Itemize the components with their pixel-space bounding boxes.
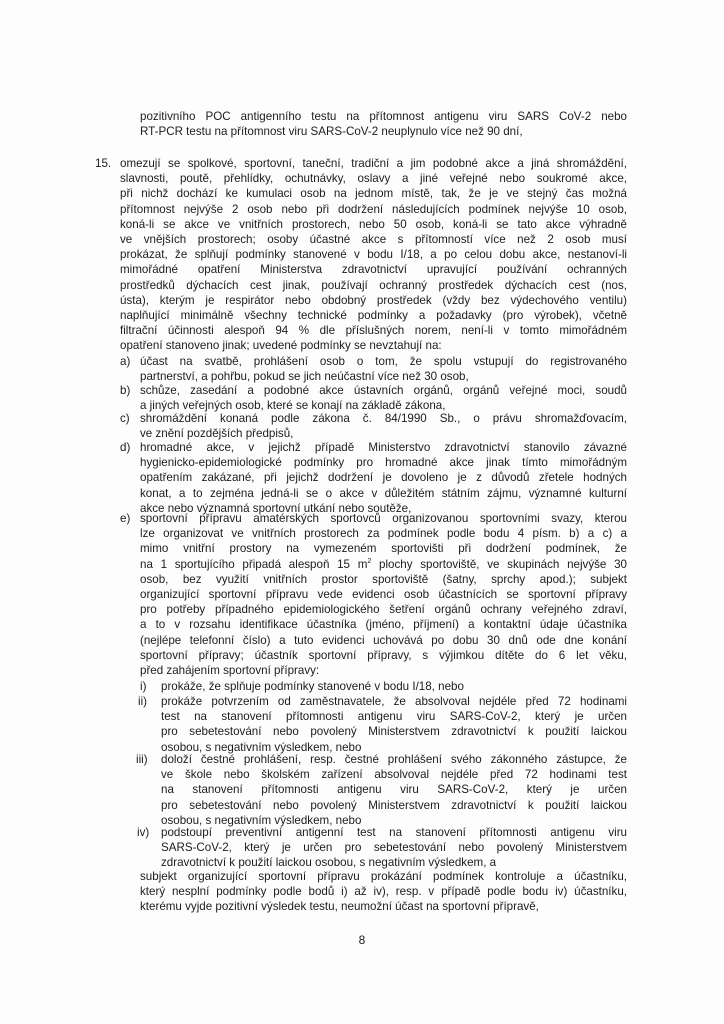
text-line: RT-PCR testu na přítomnost viru SARS-CoV-2 neuplynulo více než 90 dní, xyxy=(140,125,523,139)
text-line: opatření stanoveno jinak; uvedené podmínky se nevztahují na: xyxy=(120,339,442,353)
text-line: pro sebetestování nebo povolený Ministerstvem zdravotnictví k použití laickou xyxy=(161,725,627,739)
text-line: (nejlépe telefonní číslo) a tuto evidenci uchovává po dobu 30 dnů ode dne konání xyxy=(140,633,627,647)
text-line: pozitivního POC antigenního testu na přítomnost antigenu viru SARS CoV-2 nebo xyxy=(140,110,627,123)
text-line: sportovní přípravu amatérských sportovců organizovanou sportovními svazy, kterou xyxy=(140,512,627,525)
intro-paragraph xyxy=(140,109,627,139)
text-line: schůze, zasedání a podobné akce ústavních orgánů, orgánů veřejné moci, soudů xyxy=(140,384,627,397)
text-line: filtrační účinnosti alespoň 94 % dle příslušných norem, není-li v tomto mimořádném xyxy=(120,324,627,338)
text-line-with-superscript xyxy=(140,557,627,572)
text-line: ve znění pozdějších předpisů, xyxy=(140,427,294,441)
text-line: osob, bez využití vnitřních prostor sportoviště (šatny, sprchy apod.); subjekt xyxy=(140,572,627,586)
text-line: ve škole nebo školském zařízení absolvoval nejdéle před 72 hodinami test xyxy=(161,768,627,782)
text-line: opatřením zakázané, při jejichž dodržení je dovoleno je z důvodů zřetele hodných xyxy=(140,471,627,485)
text-line: při nichž dochází ke kumulaci osob na jednom místě, tak, že je ve stejný čas možná xyxy=(120,187,627,201)
subitem-marker-c: c) xyxy=(120,412,130,425)
text-line: mimo vnitřní prostory na vymezeném sportovišti při dodržení podmínek, že xyxy=(140,542,627,556)
text-line: osobou, s negativním výsledkem, nebo xyxy=(161,740,362,754)
text-line: hromadné akce, v jejichž případě Ministerstvo zdravotnictví stanovilo závazné xyxy=(140,441,627,454)
text-line: doloží čestné prohlášení, resp. čestné prohlášení svého zákonného zástupce, že xyxy=(161,753,627,766)
subitem-marker-a: a) xyxy=(120,355,131,368)
text-line: test na stanovení přítomnosti antigenu viru SARS-CoV-2, který je určen xyxy=(161,710,627,724)
subitem-e xyxy=(140,511,627,678)
text-line: slavnosti, poutě, přehlídky, ochutnávky, oslavy a jiné veřejné nebo soukromé akce, xyxy=(120,172,627,186)
text-line: podstoupí preventivní antigenní test na stanovení přítomnosti antigenu viru xyxy=(161,826,627,839)
roman-marker-ii: ii) xyxy=(138,695,148,708)
text-line: prokáže, že splňuje podmínky stanovené v bodu I/18, nebo xyxy=(161,680,464,693)
text-line: konat, a to zejména jedná-li se o akce v důležitém státním zájmu, významné kulturní xyxy=(140,486,627,500)
text-line: před zahájením sportovní přípravy: xyxy=(140,664,320,678)
text-line: účast na svatbě, prohlášení osob o tom, že spolu vstupují do registrovaného xyxy=(140,355,627,368)
text-line: organizující sportovní přípravu vede evidenci osob účastnících se sportovní přípravy xyxy=(140,588,627,602)
text-line: partnerství, a pohřbu, pokud se jich neúčastní více než 30 osob, xyxy=(140,370,469,384)
text-fragment: na 1 sportujícího připadá alespoň 15 m xyxy=(140,557,368,571)
subitem-marker-e: e) xyxy=(120,512,131,525)
subitem-marker-b: b) xyxy=(120,384,131,397)
subitem-c xyxy=(140,411,627,441)
text-line: prokázat, že splňují podmínky stanovené v bodu I/18, a po celou dobu akce, nestanoví-li xyxy=(120,248,627,262)
subitem-marker-d: d) xyxy=(120,441,131,454)
text-line: shromáždění konaná podle zákona č. 84/1990 Sb., o právu shromažďovacím, xyxy=(140,412,627,425)
text-line: prokáže potvrzením od zaměstnavatele, že absolvoval nejdéle před 72 hodinami xyxy=(161,695,627,708)
text-line: koná-li se akce ve vnitřních prostorech, nebo 50 osob, koná-li se tato akce výhradně xyxy=(120,217,627,231)
text-fragment: plochy sportoviště, ve skupinách nejvýše 30 xyxy=(371,557,627,571)
page-number: 8 xyxy=(358,933,366,947)
subitem-d xyxy=(140,440,627,516)
roman-item-i xyxy=(161,679,627,694)
text-line: hygienicko-epidemiologické podmínky pro hromadné akce jinak tímto mimořádným xyxy=(140,456,627,470)
roman-item-ii xyxy=(161,694,627,755)
text-line: přítomnost nejvýše 2 osob nebo při dodržení následujících podmínek nejvýše 10 osob, xyxy=(120,202,627,216)
text-line: ústa), kterým je respirátor nebo obdobný prostředek (vždy bez výdechového ventilu) xyxy=(120,293,627,307)
text-line: sportovní přípravy; účastník sportovní přípravy, s výjimkou dítěte do 6 let věku, xyxy=(140,648,627,662)
superscript: 2 xyxy=(367,557,372,565)
subitem-b xyxy=(140,383,627,413)
text-line: subjekt organizující sportovní přípravu prokázání podmínek kontroluje a účastníku, xyxy=(140,870,627,883)
subitem-a xyxy=(140,354,627,384)
text-line: mimořádné opatření Ministerstva zdravotnictví upravující používání ochranných xyxy=(120,263,627,277)
text-line: zdravotnictví k použití laickou osobou, s negativním výsledkem, a xyxy=(161,856,497,870)
text-line: pro potřeby případného epidemiologického šetření orgánů ochrany veřejného zdraví, xyxy=(140,603,627,617)
text-line: na stanovení přítomnosti antigenu viru SARS-CoV-2, který je určen xyxy=(161,783,627,797)
roman-item-iv xyxy=(161,825,627,871)
text-line: omezují se spolkové, sportovní, taneční, tradiční a jim podobné akce a jiná shromáždění, xyxy=(120,157,627,170)
roman-item-iii xyxy=(161,752,627,828)
text-line: SARS-CoV-2, který je určen pro sebetestování nebo povolený Ministerstvem xyxy=(161,841,627,855)
item-number-15: 15. xyxy=(95,157,112,170)
item-15-paragraph xyxy=(120,156,627,354)
roman-marker-iii: iii) xyxy=(136,753,148,766)
text-line: prostředků dýchacích cest jinak, používají ochranný prostředek dýchacích cest (nos, xyxy=(120,278,627,292)
text-line: a jiných veřejných osob, které se konají na základě zákona, xyxy=(140,399,446,413)
text-line: akce nebo významná sportovní utkání nebo soutěže, xyxy=(140,501,412,515)
roman-marker-iv: iv) xyxy=(137,826,150,839)
text-line: kterému vyjde pozitivní výsledek testu, neumožní účast na sportovní přípravě, xyxy=(140,900,539,914)
text-line: a to v rozsahu identifikace účastníka (jméno, příjmení) a kontaktní údaje účastníka xyxy=(140,618,627,632)
text-line: naplňující minimálně všechny technické podmínky a požadavky (pro výrobek), včetně xyxy=(120,309,627,323)
closing-paragraph xyxy=(140,869,627,915)
text-line: osobou, s negativním výsledkem, nebo xyxy=(161,813,362,827)
text-line: který nesplní podmínky podle bodů i) až iv), resp. v případě podle bodu iv) účastníku, xyxy=(140,885,627,899)
text-line: pro sebetestování nebo povolený Ministerstvem zdravotnictví k použití laickou xyxy=(161,798,627,812)
text-line: ve vnějších prostorech; osoby účastné akce s přítomností více než 2 osob musí xyxy=(120,233,627,247)
roman-marker-i: i) xyxy=(140,680,147,693)
text-line: lze organizovat ve vnitřních prostorech za podmínek podle bodu 4 písm. b) a c) a xyxy=(140,527,627,541)
